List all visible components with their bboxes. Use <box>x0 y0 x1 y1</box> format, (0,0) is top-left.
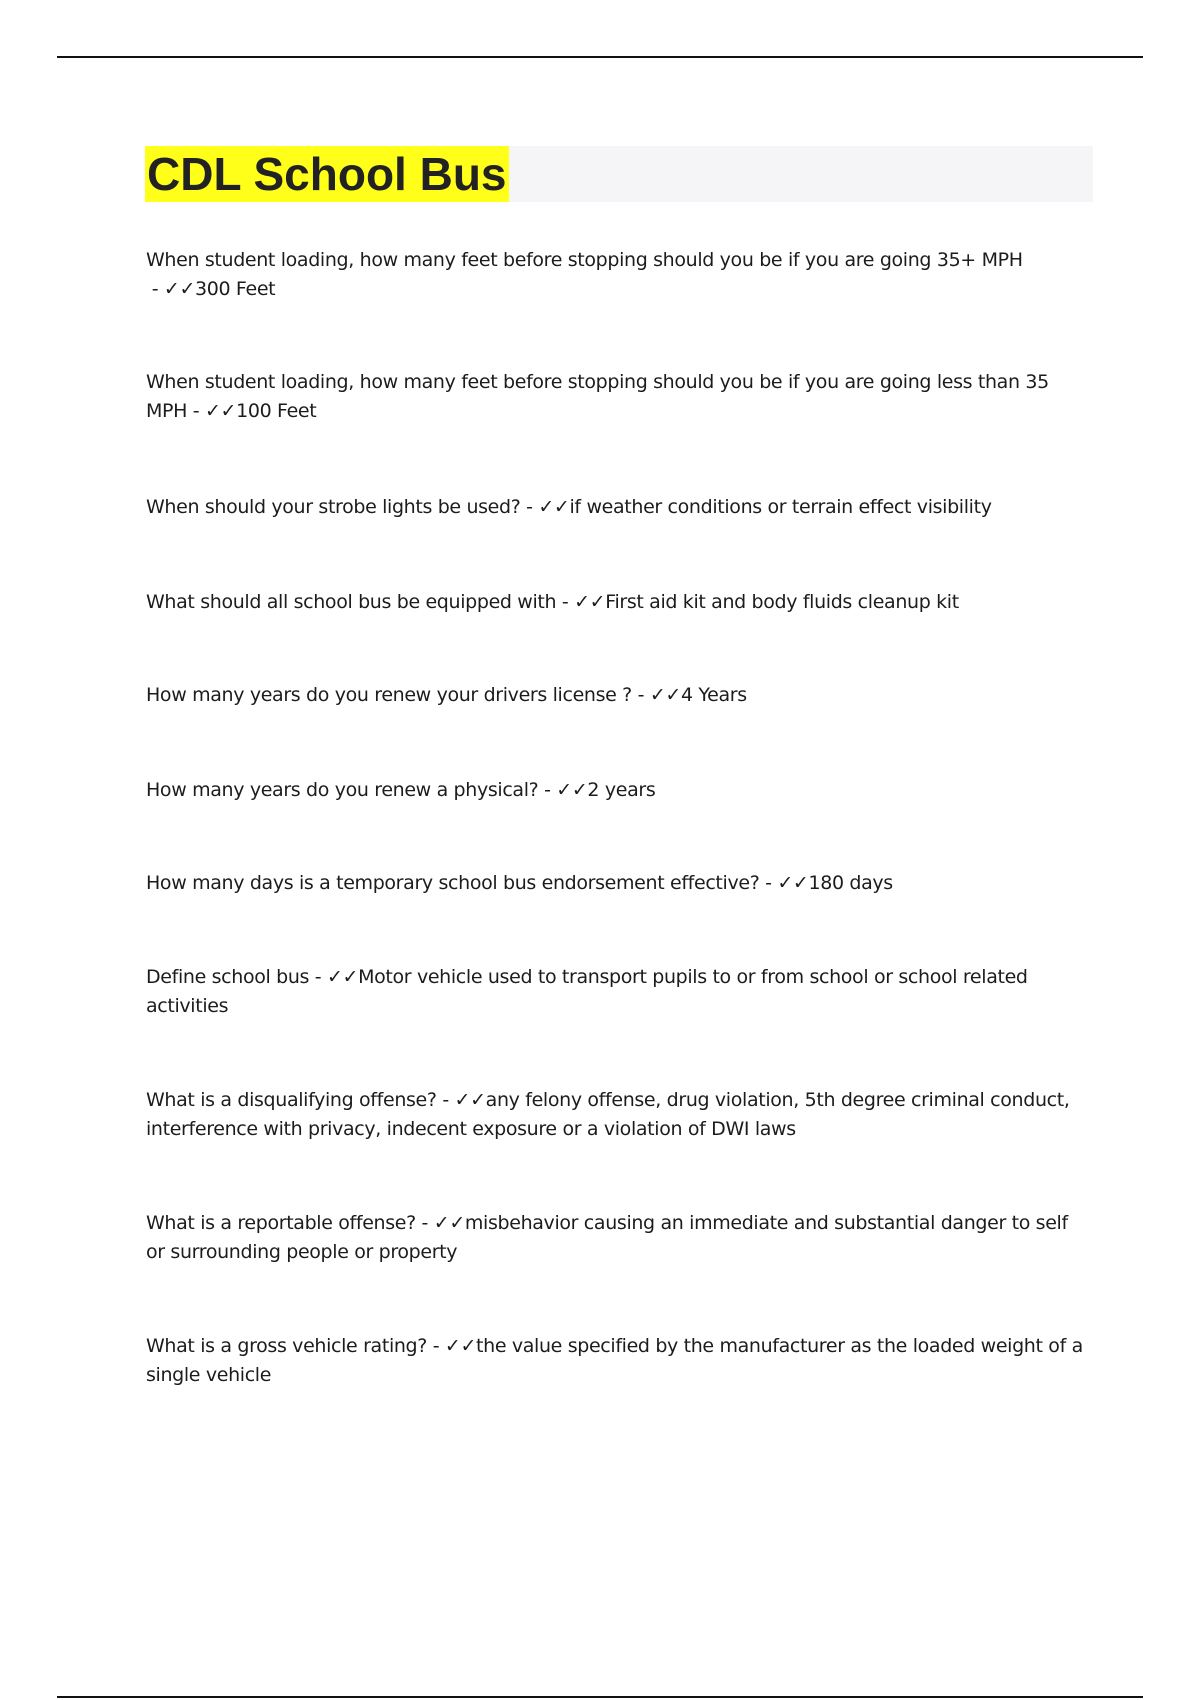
check-mark-icon: ✓✓ <box>777 872 809 894</box>
question-text: When student loading, how many feet before stopping should you be if you are going 35+ MPH <box>146 249 1023 271</box>
question-text: How many years do you renew your drivers license ? <box>146 684 632 706</box>
answer-text: 4 Years <box>680 684 747 706</box>
question-text: When student loading, how many feet before stopping should you be if you are going less than 35 MPH <box>146 371 1049 422</box>
answer-text: the value specified by the manufacturer as the loaded weight of a single vehicle <box>146 1335 1083 1386</box>
separator: - <box>309 966 327 988</box>
qa-item-10 <box>146 1209 1091 1267</box>
separator: - <box>556 591 575 613</box>
answer-text: if weather conditions or terrain effect visibility <box>569 496 992 518</box>
check-mark-icon: ✓✓ <box>649 684 681 706</box>
qa-item-5 <box>146 681 1091 710</box>
answer-text: 2 years <box>587 779 656 801</box>
separator: - <box>187 400 205 422</box>
qa-item-1 <box>146 246 1091 304</box>
question-text: What is a reportable offense? <box>146 1212 416 1234</box>
qa-item-11 <box>146 1332 1091 1390</box>
question-text: What should all school bus be equipped with <box>146 591 557 613</box>
check-mark-icon: ✓✓ <box>433 1212 465 1234</box>
check-mark-icon: ✓✓ <box>538 496 570 518</box>
question-text: What is a disqualifying offense? <box>146 1089 437 1111</box>
qa-item-9 <box>146 1086 1091 1144</box>
qa-item-6 <box>146 776 1091 805</box>
separator: - <box>631 684 650 706</box>
qa-item-2 <box>146 368 1091 426</box>
check-mark-icon: ✓✓ <box>204 400 237 422</box>
bottom-rule <box>57 1696 1143 1698</box>
answer-text: 300 Feet <box>195 278 276 300</box>
check-mark-icon: ✓✓ <box>163 278 196 300</box>
top-rule <box>57 56 1143 58</box>
check-mark-icon: ✓✓ <box>574 591 606 613</box>
separator: - <box>415 1212 434 1234</box>
separator: - <box>759 872 778 894</box>
check-mark-icon: ✓✓ <box>556 779 588 801</box>
qa-item-4 <box>146 588 1091 617</box>
separator: - <box>427 1335 445 1357</box>
answer-text: 100 Feet <box>236 400 317 422</box>
check-mark-icon: ✓✓ <box>444 1335 477 1357</box>
separator: - <box>520 496 539 518</box>
document-title: CDL School Bus <box>147 148 507 200</box>
question-text: When should your strobe lights be used? <box>146 496 521 518</box>
answer-text: misbehavior causing an immediate and substantial danger to self or surrounding people or property <box>146 1212 1068 1263</box>
separator: - <box>146 278 164 300</box>
qa-item-3 <box>146 493 1091 522</box>
question-text: What is a gross vehicle rating? <box>146 1335 428 1357</box>
answer-text: Motor vehicle used to transport pupils to or from school or school related activities <box>146 966 1028 1017</box>
answer-text: 180 days <box>808 872 893 894</box>
qa-item-7 <box>146 869 1091 898</box>
answer-text: First aid kit and body fluids cleanup kit <box>605 591 959 613</box>
check-mark-icon: ✓✓ <box>454 1089 486 1111</box>
question-text: How many days is a temporary school bus endorsement effective? <box>146 872 760 894</box>
answer-text: any felony offense, drug violation, 5th degree criminal conduct, interference with privacy, indecent exposure or a violation of DWI laws <box>146 1089 1070 1140</box>
separator: - <box>538 779 557 801</box>
question-text: How many years do you renew a physical? <box>146 779 539 801</box>
separator: - <box>436 1089 455 1111</box>
check-mark-icon: ✓✓ <box>326 966 359 988</box>
qa-item-8 <box>146 963 1091 1021</box>
question-text: Define school bus <box>146 966 310 988</box>
